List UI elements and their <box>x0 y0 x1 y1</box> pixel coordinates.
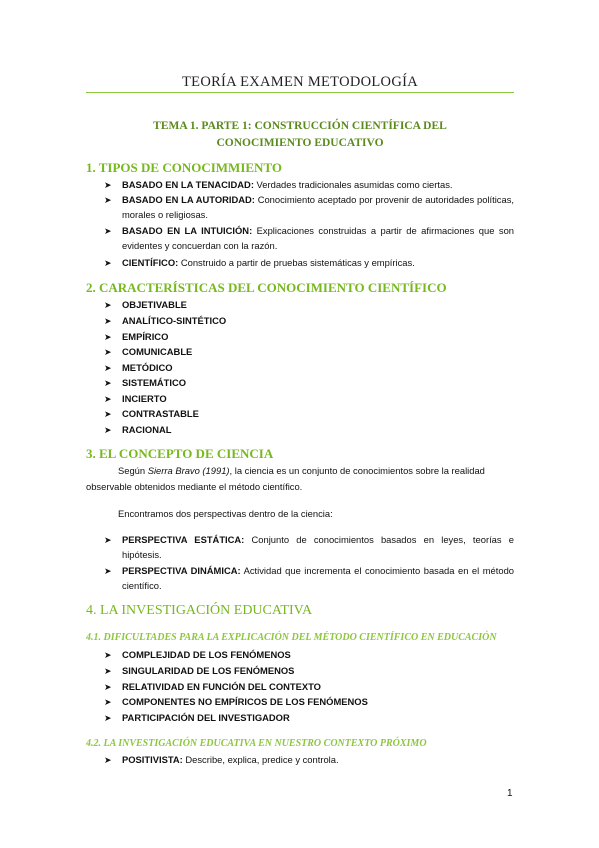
arrow-bullet-icon: ➤ <box>104 316 112 326</box>
subheading-dificultades: 4.1. DIFICULTADES PARA LA EXPLICACIÓN DEL MÉTODO CIENTÍFICO EN EDUCACIÓN <box>86 632 497 643</box>
list-item: ➤ COMPONENTES NO EMPÍRICOS DE LOS FENÓMENOS <box>104 694 368 709</box>
list-item: ➤ CIENTÍFICO: Construido a partir de pruebas sistemáticas y empíricas. <box>104 255 514 270</box>
subheading-contexto-proximo: 4.2. LA INVESTIGACIÓN EDUCATIVA EN NUESTRO CONTEXTO PRÓXIMO <box>86 738 427 749</box>
arrow-bullet-icon: ➤ <box>104 409 112 419</box>
arrow-bullet-icon: ➤ <box>104 195 112 205</box>
arrow-bullet-icon: ➤ <box>104 394 112 404</box>
arrow-bullet-icon: ➤ <box>104 258 112 268</box>
arrow-bullet-icon: ➤ <box>104 226 112 236</box>
list-item: ➤ OBJETIVABLE <box>104 297 187 312</box>
list-item: ➤ COMPLEJIDAD DE LOS FENÓMENOS <box>104 647 291 662</box>
arrow-bullet-icon: ➤ <box>104 363 112 373</box>
list-item: ➤ RELATIVIDAD EN FUNCIÓN DEL CONTEXTO <box>104 679 321 694</box>
heading-investigacion-educativa: 4. LA INVESTIGACIÓN EDUCATIVA <box>86 603 313 618</box>
list-item: ➤ POSITIVISTA: Describe, explica, predice y controla. <box>104 752 339 767</box>
page-number: 1 <box>507 788 513 799</box>
list-item: ➤ BASADO EN LA TENACIDAD: Verdades tradicionales asumidas como ciertas. <box>104 177 514 192</box>
list-item: ➤ INCIERTO <box>104 391 167 406</box>
list-item: ➤ EMPÍRICO <box>104 329 168 344</box>
arrow-bullet-icon: ➤ <box>104 300 112 310</box>
list-item: ➤ RACIONAL <box>104 422 171 437</box>
arrow-bullet-icon: ➤ <box>104 682 112 692</box>
list-item: ➤ COMUNICABLE <box>104 344 192 359</box>
heading-caracteristicas: 2. CARACTERÍSTICAS DEL CONOCIMIENTO CIENTÍFICO <box>86 280 447 295</box>
arrow-bullet-icon: ➤ <box>104 666 112 676</box>
arrow-bullet-icon: ➤ <box>104 347 112 357</box>
arrow-bullet-icon: ➤ <box>104 180 112 190</box>
list-item: ➤ SISTEMÁTICO <box>104 375 186 390</box>
list-item: ➤ PARTICIPACIÓN DEL INVESTIGADOR <box>104 710 290 725</box>
list-item: ➤ SINGULARIDAD DE LOS FENÓMENOS <box>104 663 294 678</box>
arrow-bullet-icon: ➤ <box>104 535 112 545</box>
citation: Sierra Bravo (1991) <box>147 465 230 476</box>
arrow-bullet-icon: ➤ <box>104 378 112 388</box>
list-item: ➤ PERSPECTIVA ESTÁTICA: Conjunto de conocimientos basados en leyes, teorías e hipótesis. <box>104 534 514 560</box>
list-item: ➤ ANALÍTICO-SINTÉTICO <box>104 313 226 328</box>
arrow-bullet-icon: ➤ <box>104 566 112 576</box>
list-item: ➤ PERSPECTIVA DINÁMICA: Actividad que incrementa el conocimiento basada en el método científico. <box>104 565 514 591</box>
paragraph-perspectivas: Encontramos dos perspectivas dentro de la ciencia: <box>118 508 333 519</box>
arrow-bullet-icon: ➤ <box>104 332 112 342</box>
heading-tipos-conocimiento: 1. TIPOS DE CONOCIMMIENTO <box>86 160 282 175</box>
title-underline <box>86 92 514 93</box>
section-subtitle: TEMA 1. PARTE 1: CONSTRUCCIÓN CIENTÍFICA DEL CONOCIMIENTO EDUCATIVO <box>153 120 447 149</box>
list-item: ➤ BASADO EN LA AUTORIDAD: Conocimiento aceptado por provenir de autoridades políticas, morales o religiosas. <box>104 194 514 220</box>
heading-concepto-ciencia: 3. EL CONCEPTO DE CIENCIA <box>86 446 274 461</box>
arrow-bullet-icon: ➤ <box>104 755 112 765</box>
arrow-bullet-icon: ➤ <box>104 713 112 723</box>
arrow-bullet-icon: ➤ <box>104 425 112 435</box>
list-item: ➤ CONTRASTABLE <box>104 406 199 421</box>
list-item: ➤ BASADO EN LA INTUICIÓN: Explicaciones construidas a partir de afirmaciones que son evidentes y concuerdan con la razón. <box>104 225 514 251</box>
arrow-bullet-icon: ➤ <box>104 650 112 660</box>
arrow-bullet-icon: ➤ <box>104 697 112 707</box>
document-title: TEORÍA EXAMEN METODOLOGÍA <box>182 74 418 90</box>
paragraph-definicion-ciencia: Según Sierra Bravo (1991), la ciencia es un conjunto de conocimientos sobre la realidad observable obtenidos mediante el método científico. <box>86 465 485 492</box>
list-item: ➤ METÓDICO <box>104 360 173 375</box>
